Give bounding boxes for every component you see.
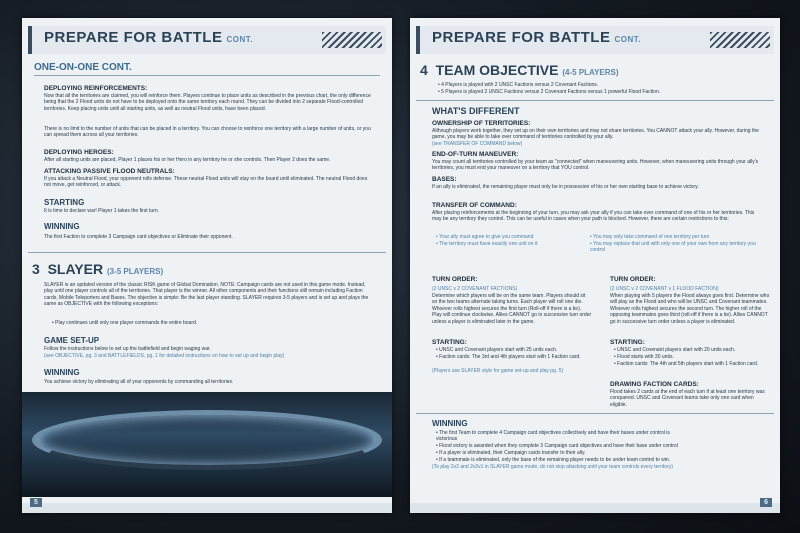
page-number: 6 xyxy=(760,498,772,507)
page-header xyxy=(416,26,774,54)
starting-bullet: • UNSC and Covenant players start with 20 units each. xyxy=(614,347,774,353)
transfer-bullet: • The territory must have exactly one unit on it xyxy=(436,241,586,247)
page-footer xyxy=(22,503,392,513)
turn-order-heading: TURN ORDER: xyxy=(610,276,656,283)
section-subtitle: ONE-ON-ONE CONT. xyxy=(34,62,132,73)
ring-artwork xyxy=(22,392,392,497)
transfer-text: After placing reinforcements at the beginning of your turn, you may ask your ally if you can take over command of one of his or her territories. This may be any territory they control. This can be useful in cases when your path is blocked. However, there are certain restrictions to this: xyxy=(432,210,755,223)
winning-heading: WINNING xyxy=(432,419,468,428)
ownership-text: Although players work together, they set up on their own territories and may not share territories. You CANNOT attack your ally. However, during the game, you may be able to take over command of territories controlled by your ally. xyxy=(432,128,759,141)
right-page xyxy=(410,18,780,513)
left-page xyxy=(22,18,392,513)
halo-ring-image xyxy=(32,410,382,470)
transfer-bullet: • Your ally must agree to give you command xyxy=(436,234,586,240)
starting-text: It is time to declare war! Player 1 takes the first turn. xyxy=(44,208,160,214)
winning-heading: WINNING xyxy=(44,222,80,231)
deploying-reinforcements-text-2: There is no limit to the number of units that can be placed in a territory. You can choose to reinforce one territory with a large number of units, or you can spread them across all your territories. xyxy=(44,126,371,139)
drawing-faction-cards-heading: DRAWING FACTION CARDS: xyxy=(610,381,699,388)
header-stripes xyxy=(710,32,770,48)
winning-bullet: • If a teammate is eliminated, only the base of the remaining player needs to be under team control to win. xyxy=(436,457,756,463)
transfer-bullet: • You may only take command of one territory per turn xyxy=(590,234,760,240)
deploying-heroes-text: After all starting units are placed, Player 1 places his or her Hero in any territory he or she controls. Then Player 2 does the same. xyxy=(44,157,331,163)
transfer-heading: TRANSFER OF COMMAND: xyxy=(432,202,517,209)
winning-bullet: • If a player is eliminated, their Campaign cards transfer to their ally. xyxy=(436,450,756,456)
turn-order-text: When playing with 5 players the Flood always goes first. Determine who will play as the Flood and who will be UNSC and Covenant teammates. Whoever rolls highest secures the second turn. The higher roll of the opposing teammates goes third (roll-off if there is a tie). Allies CANNOT go in successive turn order unless a player is eliminated. xyxy=(610,293,770,325)
deploying-reinforcements-text: Now that all the territories are claimed, you will reinforce them. Players continue to place units as described in the previous chart, the only difference being that the 2 Flood units do not have to be deployed onto the same territory each round. They can be divided into 2 separate Flood-controlled territories. Keep placing units until all starting units, as well as neutral Flood units, have been placed. xyxy=(44,93,371,112)
starting-heading: STARTING: xyxy=(432,339,467,346)
winning-text: The first Faction to complete 3 Campaign card objectives or Eliminate their opponent. xyxy=(44,234,233,240)
game-setup-text: Follow the instructions below to set up the battlefield and begin waging war. xyxy=(44,346,211,352)
divider xyxy=(416,413,774,414)
ownership-heading: OWNERSHIP OF TERRITORIES: xyxy=(432,120,531,127)
drawing-faction-cards-text: Flood takes 2 cards at the end of each turn if at least one territory was conquered. UNSC and Covenant teams take only one card when eligible. xyxy=(610,389,765,408)
slayer-section-title: 3 SLAYER (3-5 PLAYERS) xyxy=(32,261,164,277)
header-stripes xyxy=(322,32,382,48)
end-of-turn-heading: END-OF-TURN MANEUVER: xyxy=(432,151,519,158)
attacking-flood-heading: ATTACKING PASSIVE FLOOD NEUTRALS: xyxy=(44,168,175,175)
starting-reference: (Players use SLAYER style for game set-up and play pg. 5) xyxy=(432,368,564,374)
page-number: 5 xyxy=(30,498,42,507)
winning-text-2: You achieve victory by eliminating all of your opponents by commanding all territories. xyxy=(44,379,234,385)
starting-bullet: • Faction cards: The 4th and 5th players start with 1 Faction card. xyxy=(614,361,774,367)
turn-order-text: Determine which players will be on the same team. Players should sit so the two teams alternate taking turns. Each player will roll one die. Whoever rolls highest secures the first turn (Roll-off if there is a tie). Play will continue clockwise. Allies CANNOT go in successive turn order unless a player is eliminated later in the game. xyxy=(432,293,592,325)
turn-order-subheading: (2 UNSC v 2 COVENANT FACTIONS) xyxy=(432,286,518,292)
winning-reference: (To play 2v2 and 2v2v1 in SLAYER game mode, do not stop attacking until your team controls every territory) xyxy=(432,464,673,470)
divider xyxy=(28,252,386,253)
starting-bullet: • Flood starts with 30 units. xyxy=(614,354,774,360)
page-header xyxy=(28,26,386,54)
deploying-heroes-heading: DEPLOYING HEROES: xyxy=(44,149,114,156)
starting-bullet: • UNSC and Covenant players start with 25 units each. xyxy=(436,347,596,353)
page-footer xyxy=(410,503,780,513)
ownership-reference: (see TRANSFER OF COMMAND below) xyxy=(432,141,523,147)
team-objective-title: 4 TEAM OBJECTIVE (4-5 PLAYERS) xyxy=(420,62,619,78)
page-title: PREPARE FOR BATTLE CONT. xyxy=(44,29,253,46)
divider xyxy=(34,75,380,76)
attacking-flood-text: If you attack a Neutral Flood, your opponent rolls defense. These neutral Flood units will stay on the board until eliminated. The neutral Flood does not move, get reinforced, or attack. xyxy=(44,176,368,189)
game-setup-reference: (see OBJECTIVE, pg. 3 and BATTLEFIELDS, pg. 1 for detailed instructions on how to set up and begin play) xyxy=(44,353,285,359)
team-bullet: • 5 Players is played 2 UNSC Factions versus 2 Covenant Factions versus 1 powerful Flood Faction. xyxy=(438,89,768,95)
transfer-bullet: • You may replace that unit with only one of your own from any territory you control xyxy=(590,241,760,254)
whats-different-heading: WHAT'S DIFFERENT xyxy=(432,106,520,116)
winning-bullet: • The first Team to complete 4 Campaign card objectives collectively and have their bases under control is victorious xyxy=(436,430,686,443)
slayer-text: SLAYER is an updated version of the classic RISK game of Global Domination. NOTE: Campaign cards are not used in this game mode. Instead, play until one player controls all of the territories. That player is the winner. All other components and their functions still remain including Faction cards, Mobile Teleporters and Bases. The objective is simple: Be the last player standing. SLAYER requires 3-5 players and is set up and plays the same as OBJECTIVE with the following exceptions: xyxy=(44,282,369,308)
starting-bullet: • Faction cards: The 3rd and 4th players start with 1 Faction card. xyxy=(436,354,596,360)
starting-heading: STARTING: xyxy=(610,339,645,346)
bases-heading: BASES: xyxy=(432,176,457,183)
turn-order-heading: TURN ORDER: xyxy=(432,276,478,283)
slayer-bullet: • Play continues until only one player commands the entire board. xyxy=(52,320,372,326)
starting-heading: STARTING xyxy=(44,198,85,207)
game-setup-heading: GAME SET-UP xyxy=(44,336,100,345)
page-title: PREPARE FOR BATTLE CONT. xyxy=(432,29,641,46)
turn-order-subheading: (2 UNSC v 2 COVENANT v 1 FLOOD FACTION) xyxy=(610,286,719,292)
end-of-turn-text: You may count all territories controlled by your team as "connected" when maneuvering units. However, when maneuvering units through your ally's territories, you must end your maneuver on a territory that YOU control. xyxy=(432,159,759,172)
winning-bullet: • Flood victory is awarded when they complete 3 Campaign card objectives and have their base under control xyxy=(436,443,756,449)
winning-heading-2: WINNING xyxy=(44,368,80,377)
divider xyxy=(416,100,774,101)
deploying-reinforcements-heading: DEPLOYING REINFORCEMENTS: xyxy=(44,85,148,92)
team-bullet: • 4 Players is played with 2 UNSC Factions versus 2 Covenant Factions. xyxy=(438,82,768,88)
bases-text: If an ally is eliminated, the remaining player must only be in possession of his or her own starting base to achieve victory. xyxy=(432,184,699,190)
